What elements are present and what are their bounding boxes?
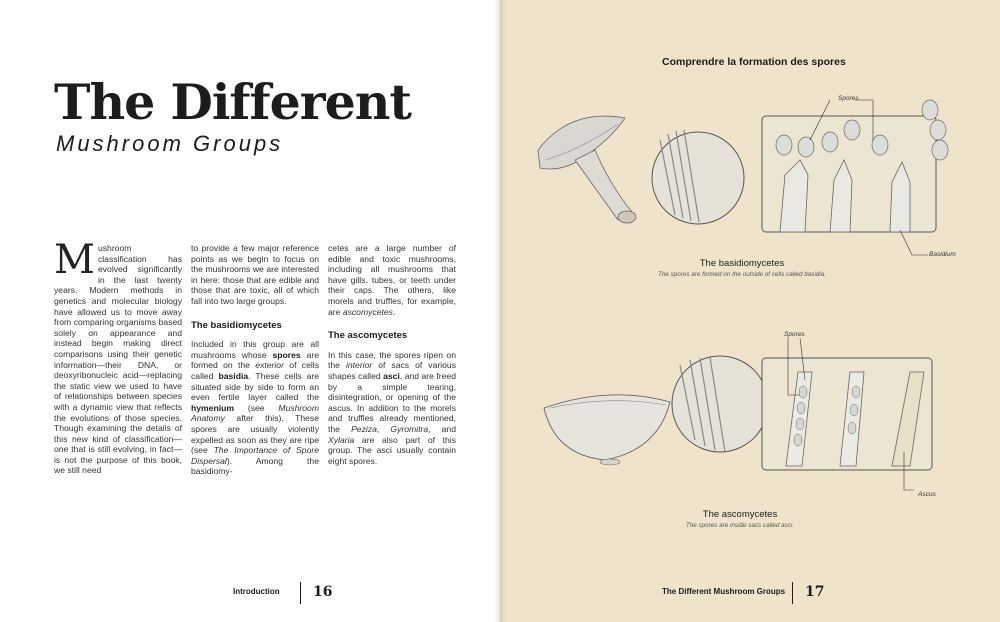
page-subtitle: Mushroom Groups — [56, 131, 284, 156]
footer-rule-right — [792, 582, 793, 604]
figure-title: Comprendre la formation des spores — [662, 56, 846, 68]
text-column-1 — [54, 237, 182, 486]
page-number-left: 16 — [313, 584, 333, 600]
footer-section-right: The Different Mushroom Groups — [662, 587, 786, 596]
continuation-paragraph: cetes are a large number of edible and toxic mushrooms, including all mushrooms that have gills, tubes, or teeth under their caps. The others, like morels and truffles, for example, are ascomycetes. — [328, 243, 456, 317]
caption-ascomycetes: The ascomycetes — [702, 509, 778, 520]
asci-panel — [762, 338, 932, 490]
text-column-2 — [191, 243, 319, 487]
heading-ascomycetes: The ascomycetes — [328, 330, 408, 342]
footer-rule-left — [300, 582, 301, 604]
cup-fungus-drawing — [544, 395, 670, 465]
page-number-right: 17 — [805, 584, 825, 600]
basidia-panel — [762, 100, 948, 255]
caption-basidiomycetes: The basidiomycetes — [699, 258, 785, 269]
gill-closeup-circle — [652, 130, 744, 224]
label-spores-asco: Spores — [784, 331, 805, 338]
heading-basidiomycetes: The basidiomycetes — [191, 319, 282, 331]
basidiomycetes-paragraph: Included in this group are all mushrooms whose spores are formed on the exterior of cells called basidia. These cells are situated side by side to form an even fertile layer called the hymenium (see Mushroom Anatomy after this). These spores are usually violently expelled as soon as they are ripe (see The Importance of Spore Dispersal). Among the basidiomy- — [191, 339, 319, 477]
label-spores-basidio: Spores — [838, 95, 859, 102]
subcaption-basidiomycetes: The spores are formed on the outside of cells called basidia. — [657, 271, 826, 278]
page-title: The Different — [54, 73, 412, 131]
subcaption-ascomycetes: The spores are inside sacs called asci. — [685, 522, 795, 529]
label-basidium: Basidium — [929, 251, 956, 258]
gilled-mushroom-drawing — [538, 116, 636, 223]
hymenium-closeup-circle — [672, 356, 768, 452]
label-ascus: Ascus — [918, 491, 936, 498]
intro-paragraph: Mushroom classification has evolved significantly in the last twenty years. Modern methods in genetics and molecular biology have allowed us to move away from comparing organisms based solely on appearance and instead begin making direct comparisons using their genetic information—their DNA, or deoxyribonucleic acid—replacing the static view we used to have of relationships between species with a dynamic view that reflects the evolutions of those species. Though examining the details of this new kind of classification—one that is still evolving, in fact—is not the purpose of this book, we still need — [54, 237, 182, 476]
reference-paragraph: to provide a few major reference points as we begin to focus on the mushrooms we are interested in here: those that are edible and those that are toxic, all of which fall into two large groups. — [191, 243, 319, 306]
footer-section-left: Introduction — [233, 587, 280, 596]
ascomycetes-paragraph: In this case, the spores ripen on the interior of sacs of various shapes called asci, and are freed by a simple tearing, disintegration, or opening of the ascus. In addition to the morels and truffles already mentioned, the Peziza, Gyromitra, and Xylaria are also part of this group. The asci usually contain eight spores. — [328, 349, 456, 466]
text-column-3 — [328, 243, 456, 476]
drop-cap: M — [54, 237, 95, 283]
